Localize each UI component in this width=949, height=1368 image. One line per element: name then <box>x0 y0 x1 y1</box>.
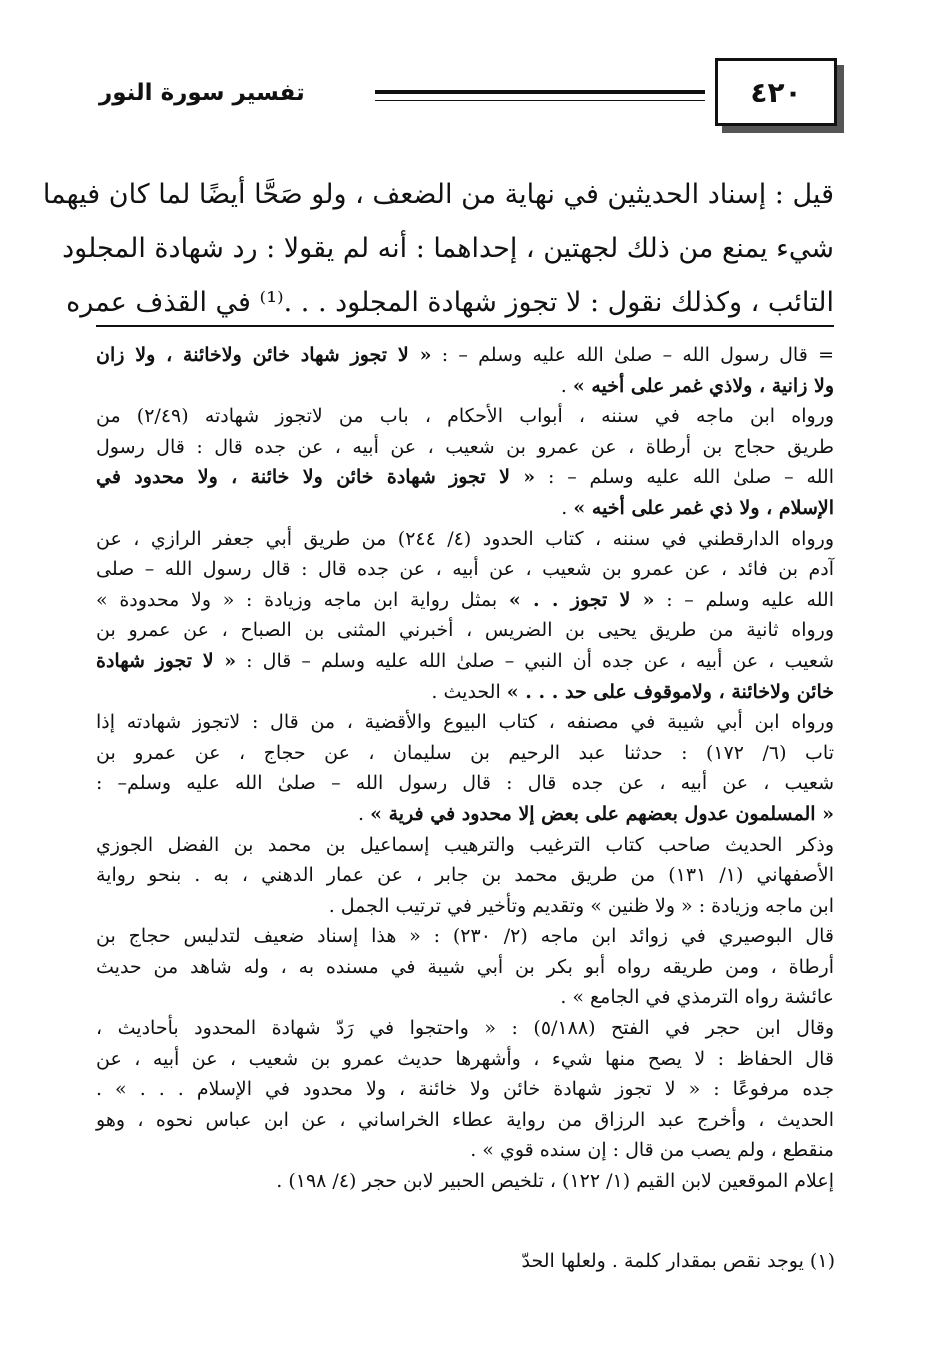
footnote-line <box>96 554 834 585</box>
footnote-text: قال الحفاظ : لا يصح منها شيء ، وأشهرها حديث عمرو بن شعيب ، عن أبيه ، عن <box>96 1047 834 1070</box>
footnote-line <box>96 585 834 616</box>
footnote-text: عائشة رواه الترمذي في الجامع » . <box>560 986 834 1009</box>
footnote-text: الله – صلىٰ الله عليه وسلم – : <box>535 466 834 489</box>
footnote-text: إعلام الموقعين لابن القيم (١/ ١٢٢) ، تلخيص الحبير لابن حجر (٤/ ١٩٨) . <box>276 1170 834 1193</box>
footnote-line <box>96 1135 834 1166</box>
footnote-text: ورواه ابن ماجه في سننه ، أبواب الأحكام ، باب من لاتجوز شهادته (٢/٤٩) من <box>96 405 834 428</box>
footnote-line <box>96 1074 834 1105</box>
footnote-line <box>96 646 834 677</box>
footnote-line <box>96 707 834 738</box>
hadith-quote: الإسلام ، ولا ذي غمر على أخيه » <box>573 496 834 519</box>
footnote-line <box>96 432 834 463</box>
footnote-line <box>96 830 834 861</box>
footnote-text: ابن ماجه وزيادة : « ولا ظنين » وتقديم وتأخير في ترتيب الجمل . <box>328 894 834 917</box>
footnote-line <box>96 1166 834 1197</box>
footnote-line <box>96 982 834 1013</box>
footnote-text: الأصفهاني (١/ ١٣١) من طريق محمد بن جابر ، عن عمار الدهني ، به . بنحو رواية <box>96 864 834 887</box>
footnote-1: (١) يوجد نقص بمقدار كلمة . ولعلها الحدّ <box>521 1250 835 1272</box>
footnote-text: . <box>561 496 574 519</box>
hadith-quote: « لا تجوز . . » <box>508 588 655 611</box>
footnote-text: الحديث . <box>431 680 507 703</box>
footnote-separator <box>96 325 834 327</box>
footnote-line <box>96 799 834 830</box>
main-line: قيل : إسناد الحديثين في نهاية من الضعف ، ولو صَحَّا أيضًا لما كان فيهما <box>42 179 834 210</box>
footnote-line <box>96 615 834 646</box>
footnote-line <box>96 493 834 524</box>
footnote-text: الله عليه وسلم – : <box>654 588 834 611</box>
footnote-line <box>96 677 834 708</box>
footnote-text: . <box>560 374 573 397</box>
footnote-line <box>96 768 834 799</box>
hadith-quote: ولا زانية ، ولاذي غمر على أخيه » <box>572 374 834 397</box>
footnote-line <box>96 524 834 555</box>
footnote-text: وقال ابن حجر في الفتح (٥/١٨٨) : « واحتجوا في رَدّ شهادة المحدود بأحاديث ، <box>96 1017 834 1040</box>
hadith-quote: « لا تجوز شهاد خائن ولاخائنة ، ولا زان <box>96 344 432 366</box>
footnote-line <box>96 891 834 922</box>
footnote-text: أرطاة ، ومن طريقه رواه أبو بكر بن أبي شيبة في مسنده به ، وله شاهد من حديث <box>96 955 834 978</box>
footnote-text: جده مرفوعًا : « لا تجوز شهادة خائن ولا خائنة ، ولا محدود في الإسلام . . . » . <box>96 1078 834 1101</box>
footnote-text: شعيب ، عن أبيه ، عن جده قال : قال رسول الله – صلىٰ الله عليه وسلم– : <box>96 772 834 795</box>
footnotes <box>96 340 834 1197</box>
footnote-text: وذكر الحديث صاحب كتاب الترغيب والترهيب إسماعيل بن محمد بن الفضل الجوزي <box>96 833 834 856</box>
hadith-quote: خائن ولاخائنة ، ولاموقوف على حد . . . » <box>506 680 834 703</box>
header-rule-thin <box>375 100 705 101</box>
footnote-line <box>96 952 834 983</box>
footnote-text: آدم بن فائد ، عن عمرو بن شعيب ، عن أبيه ، عن جده قال : قال رسول الله – صلى <box>96 558 834 581</box>
footnote-text: منقطع ، ولم يصب من قال : إن سنده قوي » . <box>470 1139 834 1162</box>
running-title: تفسير سورة النور <box>99 80 305 106</box>
footnote-text: ورواه ثانية من طريق يحيى بن الضريس ، أخبرني المثنى بن الصباح ، عن عمرو بن <box>96 619 834 642</box>
footnote-text: تاب (٦/ ١٧٢) : حدثنا عبد الرحيم بن سليمان ، عن حجاج ، عن عمرو بن <box>96 741 834 764</box>
main-line: شيء يمنع من ذلك لجهتين ، إحداهما : أنه لم يقولا : رد شهادة المجلود <box>62 233 834 264</box>
hadith-quote: « لا تجوز شهادة خائن ولا خائنة ، ولا محدود في <box>96 466 536 489</box>
page-number: ٤٢٠ <box>750 75 802 109</box>
footnote-text: ورواه ابن أبي شيبة في مصنفه ، كتاب البيوع والأقضية ، من قال : لاتجوز شهادته إذا <box>96 711 834 734</box>
footnote-line <box>96 738 834 769</box>
footnote-line <box>96 860 834 891</box>
main-text <box>42 168 834 330</box>
hadith-quote: « لا تجوز شهادة <box>96 649 237 672</box>
footnote-line <box>96 1105 834 1136</box>
footnote-text: ورواه الدارقطني في سننه ، كتاب الحدود (٤/ ٢٤٤) من طريق أبي جعفر الرازي ، عن <box>96 527 834 550</box>
main-line: التائب ، وكذلك نقول : لا تجوز شهادة المجلود . . .⁽¹⁾ في القذف عمره <box>66 287 834 318</box>
footnote-text: طريق حجاج بن أرطاة ، عن عمرو بن شعيب ، عن أبيه ، عن جده قال : قال رسول <box>96 435 834 458</box>
footnote-line <box>96 1013 834 1044</box>
footnote-line <box>96 401 834 432</box>
footnote-line <box>96 462 834 493</box>
footnote-text: . <box>358 802 371 825</box>
page-number-box <box>715 58 837 126</box>
footnote-text: بمثل رواية ابن ماجه وزيادة : « ولا محدودة » <box>96 588 509 611</box>
page-header <box>85 58 837 128</box>
footnote-line <box>96 340 834 371</box>
footnote-line <box>96 921 834 952</box>
header-rule-thick <box>375 90 705 94</box>
hadith-quote: « المسلمون عدول بعضهم على بعض إلا محدود في فرية » <box>370 802 834 825</box>
footnote-text: = قال رسول الله – صلىٰ الله عليه وسلم – : <box>431 344 834 366</box>
footnote-line <box>96 371 834 402</box>
footnote-line <box>96 1044 834 1075</box>
footnote-text: الحديث ، وأخرج عبد الرزاق من رواية عطاء الخراساني ، عن ابن عباس نحوه ، وهو <box>96 1108 834 1131</box>
footnote-text: قال البوصيري في زوائد ابن ماجه (٢/ ٢٣٠) : « هذا إسناد ضعيف لتدليس حجاج بن <box>96 925 834 948</box>
footnote-text: شعيب ، عن أبيه ، عن جده أن النبي – صلىٰ الله عليه وسلم – قال : <box>236 649 834 672</box>
